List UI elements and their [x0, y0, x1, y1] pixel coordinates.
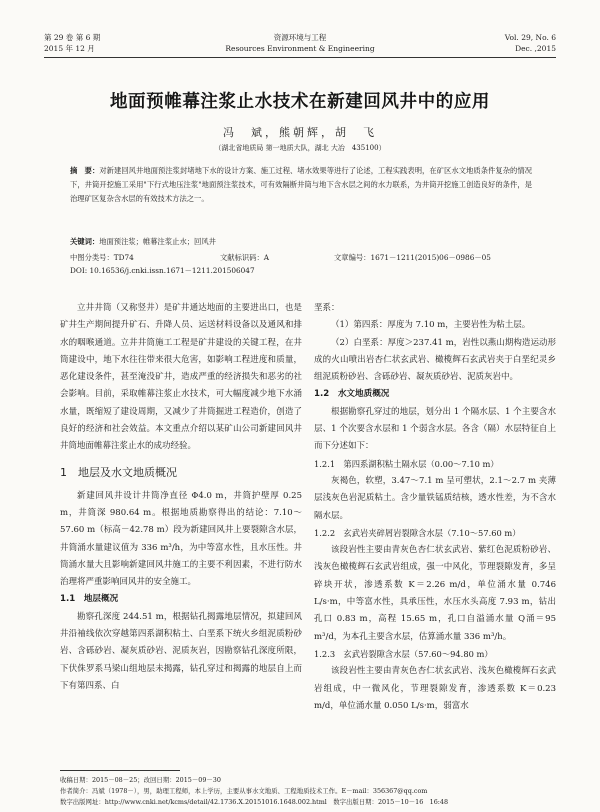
subsubsection-heading-1-2-2: 1.2.2 玄武岩夹碎屑岩裂隙含水层（7.10～57.60 m） [314, 527, 521, 538]
section-1-paragraph: 新建回风井设计井筒净直径 Φ4.0 m，井筒护壁厚 0.25 m，井筒深 980.64 m。根据地质勘察得出的结论：7.10～57.60 m（标高－42.78 m）段为新建回风井上要裂隙含水层，井筒涌水量建议值为 336 m³/h，为中等富水性，且水压性。井筒涌水量大且影响新建回风井施工的主要不利因素，不进行防水治理将严重影响回风井的安全施工。 [60, 490, 302, 588]
stratum-quaternary: （1）第四系：厚度为 7.10 m，主要岩性为粘土层。 [331, 320, 531, 331]
stratum-cretaceous: （2）白垩系：厚度＞237.41 m，岩性以燕山期构造运动形成的火山喷出岩杏仁状玄武岩、橄榄辉石玄武岩夹于白垩纪灵乡组泥质粉砂岩、含砾砂岩、凝灰质砂岩、泥质灰岩中。 [314, 337, 556, 383]
subsubsection-1-2-2-paragraph: 该段岩性主要由青灰色杏仁状玄武岩、紫红色泥质粉砂岩、浅灰色橄榄辉石玄武岩组成，强一中风化，节理裂隙发育，多呈碎块开状，渗透系数 K＝2.26 m/d，单位涌水量 0.746 L/s·m，中等富水性，具承压性，水压水头高度 7.93 m，钻出孔口 0.83 m，高程 15.65 m，孔口自溢涌水量 Q涌＝95 m³/d，为本孔主要含水层，估算涌水量 336 m³/h。 [314, 545, 556, 642]
keywords-label: 关键词： [70, 237, 100, 246]
date-en: Dec. ,2015 [515, 44, 556, 53]
subsection-1-2-paragraph: 根据勘察孔穿过的地层，划分出 1 个隔水层、1 个主要含水层、1 个次要含水层和 1 个弱含水层。各含（隔）水层特征自上而下分述如下： [314, 406, 556, 452]
volume-cn: 第 29 卷 第 6 期 [44, 33, 101, 42]
header-divider [44, 57, 556, 58]
affiliation: （湖北省地质局 第一地质大队，湖北 大冶 435100） [214, 144, 386, 152]
keywords-text: 地面预注浆；帷幕注浆止水；回风井 [99, 237, 216, 246]
subsection-1-1-paragraph: 勘察孔深度 244.51 m，根据钻孔揭露地层情况，拟建回风井沿袖线依次穿越第四系湖积粘土、白垩系下统火乡组泥质粉砂岩、含砾砂岩、凝灰质砂岩、泥质灰岩，因勘察钻孔深度所限，下伏侏罗系马梁山组地层未揭露，钻孔穿过和揭露的地层自上而下有第四系、白 [60, 611, 302, 691]
keywords [70, 236, 532, 248]
subsubsection-heading-1-2-1: 1.2.1 第四系湖积粘土隔水层（0.00～7.10 m） [314, 458, 499, 469]
footnote-divider [60, 770, 180, 771]
abstract-label: 摘 要： [70, 166, 100, 175]
footnote-author: 作者简介：冯斌（1978－），男，助理工程师，本上学历，主要从事水文地质、工程地质技术工作。E－mail：356367@qq.com [60, 787, 428, 795]
date-cn: 2015 年 12 月 [44, 44, 95, 53]
body-column-right [314, 300, 556, 715]
section-heading-1: 1 地层及水文地质概况 [60, 465, 177, 479]
subsubsection-1-2-3-paragraph: 该段岩性主要由青灰色杏仁状玄武岩、浅灰色橄榄辉石玄武岩组成，中一微风化，节理裂隙发育，渗透系数 K＝0.23 m/d，单位涌水量 0.050 L/s·m，弱富水 [314, 666, 556, 711]
subsection-heading-1-1: 1.1 地层概况 [60, 594, 119, 605]
continued-text: 垩系： [314, 303, 340, 313]
footnote-received: 收稿日期：2015－08－25；改回日期：2015－09－30 [60, 776, 221, 784]
clc-number: 中图分类号：TD74 [70, 253, 134, 262]
intro-paragraph: 立井井筒（又称竖井）是矿井通达地面的主要进出口，也是矿井生产期间提升矿石、升降人员、运送材料设备以及通风和排水的咽喉通道。立井井筒施工工程是矿井建设的关键工程，在井筒建设中，地下水往往带来很大危害，如影响工程进度和质量，恶化建设条件，甚至淹没矿井，造成严重的经济损失和恶劣的社会影响。目前，采取帷幕注浆止水技术，可大幅度减少地下水涌水量，既缩短了建设周期，又减少了井筒掘进工程造价，创造了良好的经济和社会效益。本文重点介绍以某矿山公司新建回风井井筒地面帷幕注浆止水的成功经验。 [60, 303, 302, 452]
body-column-left [60, 300, 302, 695]
subsubsection-heading-1-2-3: 1.2.3 玄武岩裂隙含水层（57.60～94.80 m） [314, 648, 493, 659]
abstract-text: 对新建回风井地面预注浆封堵地下水的设计方案、施工过程、堵水效果等进行了论述，工程实践表明，在矿区水文地质条件复杂的情况下，井筒开挖施工采用"下行式地压注浆"地面预注浆技术，可有效隔断井筒与地下含水层之间的水力联系，为井筒开挖施工创造良好的条件，是治理矿区复杂含水层的有效技术方法之一。 [70, 166, 533, 203]
subsubsection-1-2-1-paragraph: 灰褐色，软塑，3.47～7.1 m 呈可塑状，2.1～2.7 m 夹薄层浅灰色岩泥质粘土。含少量铁锰质结核，透水性差，为不含水隔水层。 [314, 475, 556, 521]
author-list: 冯 斌，熊朝辉，胡 飞 [223, 126, 377, 139]
header-right [505, 32, 556, 54]
doi: DOI: 10.16536/j.cnki.issn.1671－1211.201506047 [70, 266, 255, 275]
journal-name-en: Resources Environment & Engineering [225, 44, 375, 53]
footnote-online: 数字出版网址：http://www.cnki.net/kcms/detail/42.1736.X.20151016.1648.002.html 数字出版日期：2015－10－16 16:48 [60, 798, 449, 806]
document-code: 文献标识码：A [220, 253, 270, 262]
abstract [70, 164, 532, 206]
volume-en: Vol. 29, No. 6 [504, 33, 556, 42]
journal-name-cn: 资源环境与工程 [273, 33, 327, 42]
page-header [0, 0, 600, 64]
article-number: 文章编号：1671－1211(2015)06－0986－05 [334, 253, 491, 262]
paper-title: 地面预帷幕注浆止水技术在新建回风井中的应用 [109, 92, 491, 112]
subsection-heading-1-2: 1.2 水文地质概况 [314, 389, 390, 400]
